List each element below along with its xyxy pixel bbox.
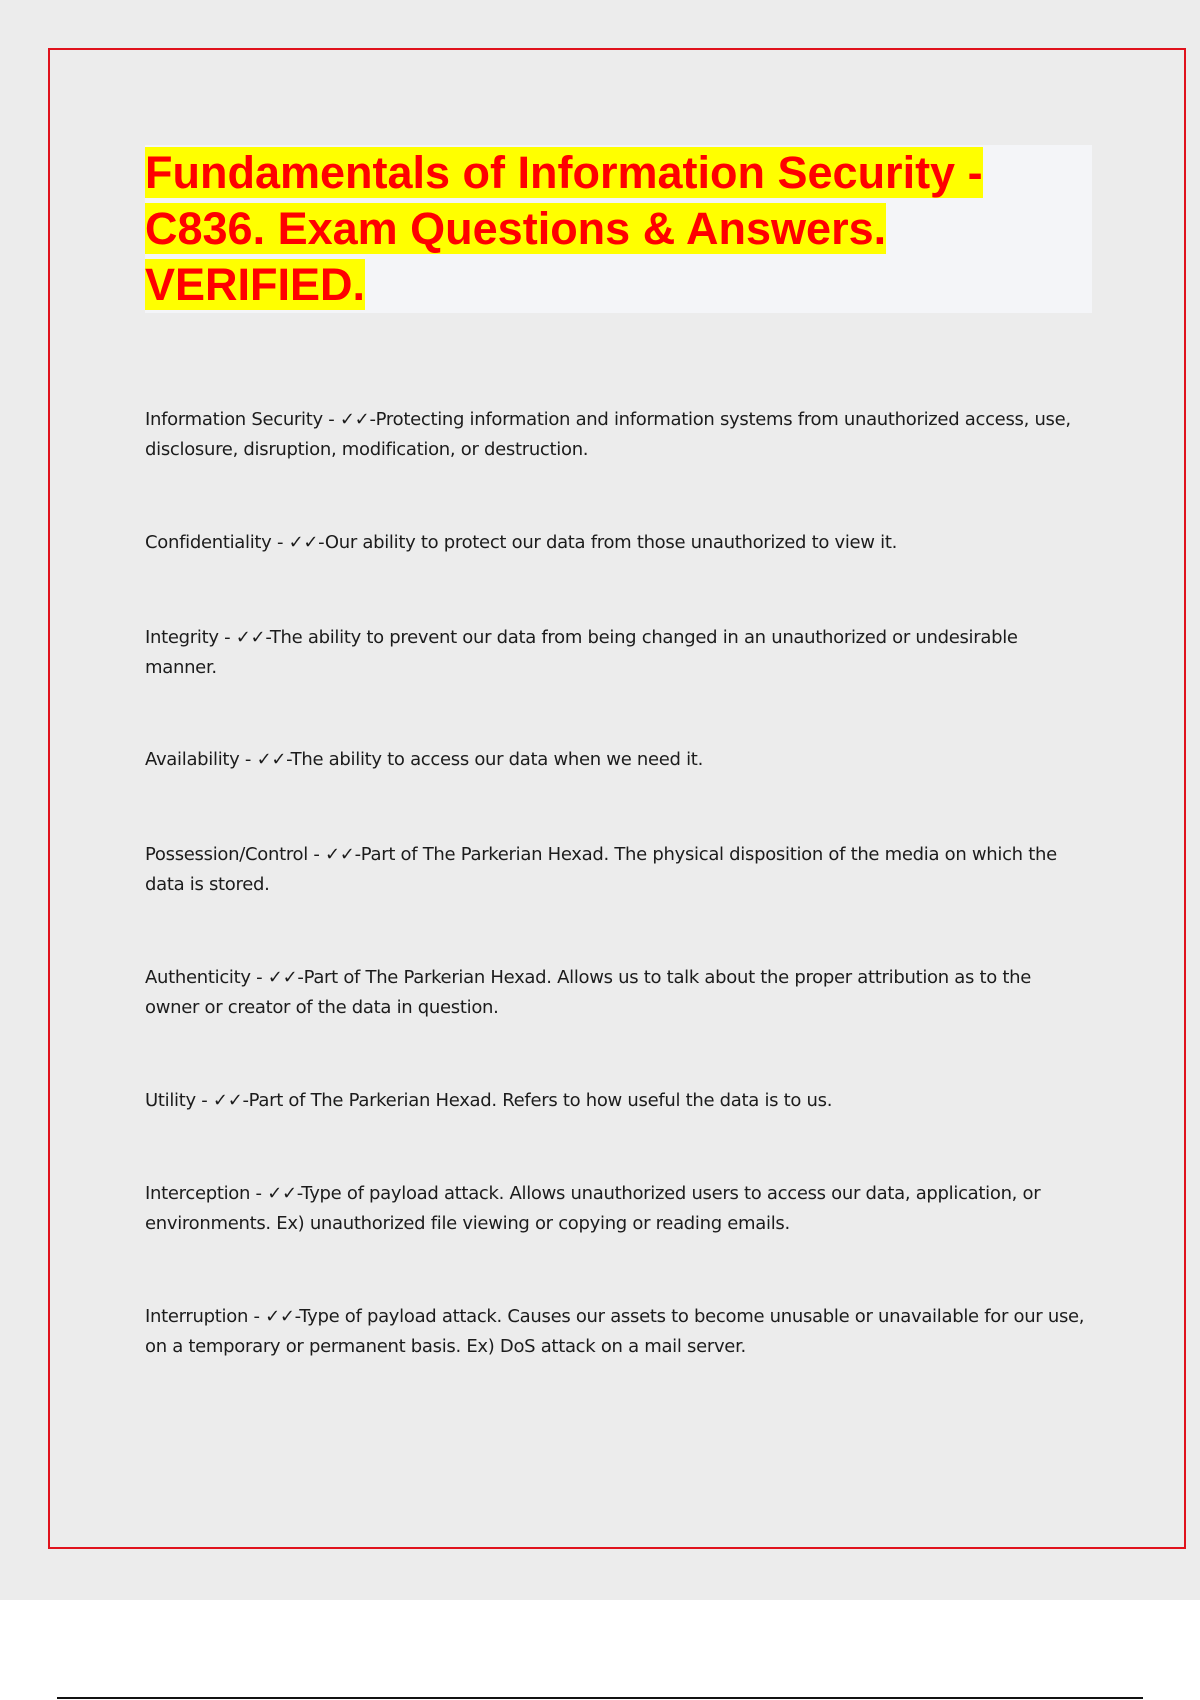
qa-definition: -Part of The Parkerian Hexad. The physical disposition of the media on which the data is stored.: [145, 844, 1057, 895]
qa-definition: -Part of The Parkerian Hexad. Refers to how useful the data is to us.: [242, 1090, 833, 1111]
qa-item: [145, 1086, 1085, 1116]
qa-term: Interception: [145, 1183, 251, 1204]
qa-definition: -The ability to prevent our data from being changed in an unauthorized or undesirable manner.: [145, 627, 1018, 678]
qa-term: Utility: [145, 1090, 196, 1111]
double-check-icon: ✓✓: [339, 409, 370, 430]
qa-separator: -: [218, 627, 236, 648]
title-block: [145, 145, 1092, 313]
page-separator-line: [57, 1697, 1143, 1699]
qa-separator: -: [307, 844, 326, 865]
qa-term: Possession/Control: [145, 844, 308, 865]
qa-term: Availability: [145, 749, 240, 770]
qa-term: Confidentiality: [145, 532, 272, 553]
double-check-icon: ✓✓: [265, 1306, 295, 1327]
qa-item: [145, 745, 1085, 775]
double-check-icon: ✓✓: [325, 844, 355, 865]
double-check-icon: ✓✓: [267, 967, 298, 988]
qa-item: [145, 840, 1085, 900]
double-check-icon: ✓✓: [256, 749, 287, 770]
qa-definition: -Type of payload attack. Allows unauthorized users to access our data, application, or environments. Ex) unauthorized file viewing or copying or reading emails.: [145, 1183, 1041, 1234]
qa-definition: -Protecting information and information systems from unauthorized access, use, disclosure, disruption, modification, or destruction.: [145, 409, 1071, 460]
qa-definition: -Type of payload attack. Causes our assets to become unusable or unavailable for our use, on a temporary or permanent basis. Ex) DoS attack on a mail server.: [145, 1306, 1085, 1357]
double-check-icon: ✓✓: [212, 1090, 243, 1111]
qa-item: [145, 528, 1085, 558]
qa-definition: -Part of The Parkerian Hexad. Allows us to talk about the proper attribution as to the owner or creator of the data in question.: [145, 967, 1032, 1018]
qa-separator: -: [322, 409, 340, 430]
qa-separator: -: [250, 967, 268, 988]
qa-term: Integrity: [145, 627, 219, 648]
qa-item: [145, 623, 1085, 683]
double-check-icon: ✓✓: [267, 1183, 297, 1204]
qa-term: Information Security: [145, 409, 323, 430]
qa-item: [145, 405, 1085, 465]
double-check-icon: ✓✓: [288, 532, 319, 553]
qa-definition: -The ability to access our data when we need it.: [286, 749, 703, 770]
qa-separator: -: [248, 1306, 266, 1327]
title-highlight: Fundamentals of Information Security - C836. Exam Questions & Answers. VERIFIED.: [145, 147, 983, 310]
qa-term: Authenticity: [145, 967, 251, 988]
qa-item: [145, 1302, 1085, 1362]
qa-separator: -: [271, 532, 289, 553]
qa-separator: -: [250, 1183, 268, 1204]
qa-separator: -: [239, 749, 257, 770]
qa-term: Interruption: [145, 1306, 249, 1327]
qa-definition: -Our ability to protect our data from those unauthorized to view it.: [318, 532, 898, 553]
qa-item: [145, 963, 1085, 1023]
double-check-icon: ✓✓: [235, 627, 266, 648]
qa-item: [145, 1179, 1085, 1239]
qa-separator: -: [195, 1090, 213, 1111]
document-title: [145, 145, 1092, 313]
